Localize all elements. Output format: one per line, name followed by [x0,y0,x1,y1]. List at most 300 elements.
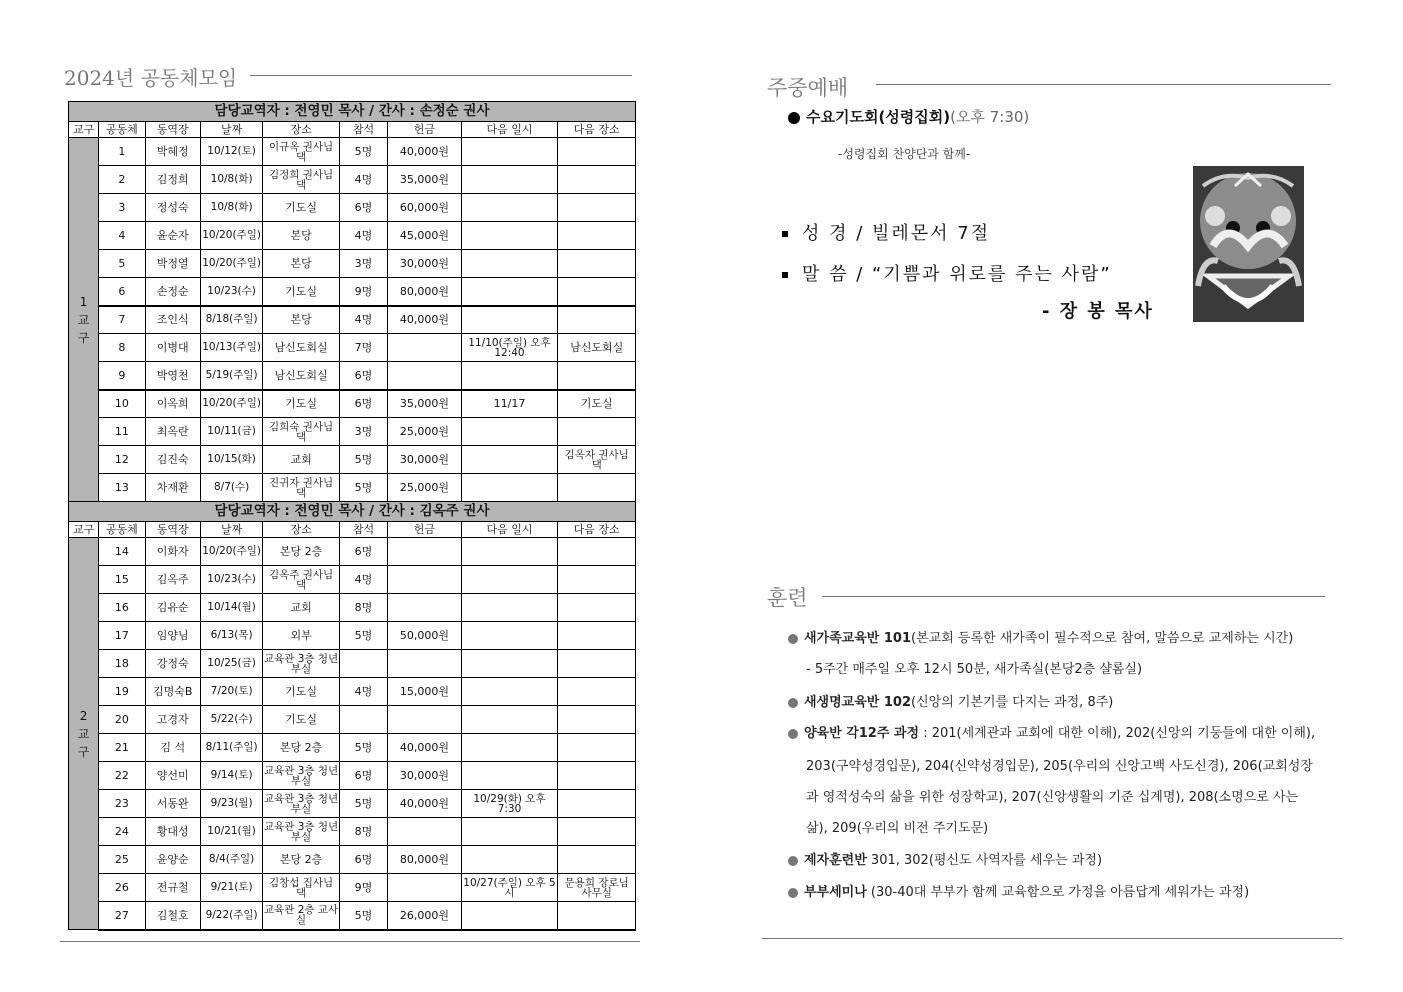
group-number [99,734,145,762]
training-item [788,696,1113,710]
table-row [69,566,636,594]
attendance [339,474,387,502]
leader-name-text: 이화자 [156,545,189,558]
next-time [461,762,558,790]
attendance [339,678,387,706]
next-place [558,846,636,874]
group-number-text: 21 [114,741,129,754]
meeting-place [263,446,340,474]
attendance [339,846,387,874]
group-number-text: 26 [114,881,129,894]
next-time [461,418,558,446]
attendance-text: 5명 [354,629,373,642]
leader-name [145,846,200,874]
group-number [99,194,145,222]
next-time [461,734,558,762]
leader-name [145,362,200,390]
offering-text: 35,000원 [399,397,449,411]
group-number-text: 24 [114,825,129,838]
training-desc: 203(구약성경입문), 204(신약성경입문), 205(우리의 신앙고백 사도신경), 206(교회성장 [806,759,1313,774]
meeting-date-text: 6/13(목) [210,629,253,641]
column-header: 동역장 [145,522,200,538]
offering [388,818,462,846]
attendance [339,194,387,222]
meeting-date [200,362,262,390]
leader-name-text: 김진숙 [156,453,189,466]
next-place [558,250,636,278]
meeting-place-text: 진귀자 권사님 댁 [268,476,334,499]
next-time [461,390,558,418]
district-label [69,138,99,502]
group-number-text: 5 [118,257,126,270]
meeting-date [200,306,262,334]
offering-text: 30,000원 [399,769,449,782]
meeting-place-text: 본당 [290,229,312,242]
left-section-title: 2024년 공동체모임 [64,66,238,90]
meeting-place [263,334,340,362]
meeting-place-text: 교회 [290,601,312,614]
offering-text: 40,000원 [399,741,449,754]
offering [388,678,462,706]
offering-text: 15,000원 [399,685,449,698]
meeting-place [263,538,340,566]
leader-name [145,874,200,902]
meeting-date-text: 10/15(화) [207,453,256,465]
leader-name-text: 정성숙 [156,201,189,214]
training-item [806,663,1142,677]
next-time [461,706,558,734]
next-time [461,194,558,222]
table-row [69,166,636,194]
meeting-place [263,846,340,874]
meeting-date [200,594,262,622]
offering [388,538,462,566]
group-number-text: 18 [114,657,129,670]
table-row [69,818,636,846]
group-number-text: 8 [118,341,126,354]
attendance-text: 6명 [354,545,373,558]
table-row [69,250,636,278]
next-place [558,418,636,446]
leader-name [145,166,200,194]
leader-name-text: 김유순 [156,601,189,614]
service-name: 수요기도회(성령집회) [806,108,951,126]
offering-text: 40,000원 [399,145,449,158]
attendance-text: 4명 [354,573,373,586]
group-number-text: 11 [114,425,129,438]
leader-name-text: 이옥희 [156,397,189,411]
next-time [461,874,558,902]
attendance-text: 6명 [354,368,373,382]
next-time [461,138,558,166]
meeting-date-text: 10/12(토) [207,145,256,157]
next-place-text: 남신도회실 [570,341,624,354]
meeting-place-text: 본당 [290,257,312,270]
table-row [69,846,636,874]
offering [388,446,462,474]
attendance-text: 3명 [354,257,373,270]
meeting-date-text: 9/14(토) [210,769,253,781]
meeting-date-text: 5/22(수) [210,713,253,725]
next-time [461,678,558,706]
attendance-text: 5명 [354,481,373,494]
training-desc: : 201(세계관과 교회에 대한 이해), 202(신앙의 기둥들에 대한 이해), [919,726,1316,741]
leader-name [145,194,200,222]
table-row [69,678,636,706]
leader-name [145,446,200,474]
offering [388,790,462,818]
training-item [788,632,1293,646]
training-desc: (30-40대 부부가 함께 교육함으로 가정을 아름답게 세워가는 과정) [866,885,1250,900]
offering [388,594,462,622]
offering [388,846,462,874]
meeting-date [200,790,262,818]
leader-name-text: 박영천 [156,368,189,382]
meeting-date-text: 10/20(주일) [202,397,261,410]
column-header: 공동체 [99,522,145,538]
training-desc: 삶), 209(우리의 비전 주기도문) [806,821,989,836]
table-row [69,650,636,678]
meeting-place [263,362,340,390]
worship-section-title: 주중예배 [767,76,849,100]
leader-name-text: 강정숙 [156,657,189,670]
meeting-date-text: 10/8(화) [210,173,253,185]
next-time [461,222,558,250]
training-title: 새가족교육반 101 [804,631,912,646]
meeting-date [200,566,262,594]
attendance-text: 3명 [354,425,373,438]
training-item [806,822,988,836]
meeting-date [200,818,262,846]
next-place [558,306,636,334]
bullet-icon [788,888,798,898]
training-desc: (본교회 등록한 새가족이 필수적으로 참여, 말씀으로 교제하는 시간) [911,631,1294,646]
meeting-place-text: 본당 [290,313,312,327]
group-number-text: 25 [114,853,129,866]
table-row [69,790,636,818]
meeting-place-text: 교육관 2층 교사실 [263,904,339,927]
leader-name-text: 김 석 [160,741,186,754]
next-place [558,222,636,250]
meeting-place-text: 본당 2층 [279,853,323,866]
column-header: 공동체 [99,122,145,138]
meeting-date-text: 10/14(월) [207,601,256,613]
next-place [558,762,636,790]
meeting-place [263,678,340,706]
leader-name-text: 박정열 [156,257,189,270]
offering [388,166,462,194]
training-title: 양육반 각12주 과정 [804,726,920,741]
attendance [339,222,387,250]
offering-text: 25,000원 [399,481,449,494]
attendance [339,446,387,474]
attendance-text: 4명 [354,313,373,327]
group-number [99,474,145,502]
column-header: 동역장 [145,122,200,138]
group-number [99,706,145,734]
meeting-place-text: 기도실 [285,201,318,214]
training-desc: - 5주간 매주일 오후 12시 50분, 새가족실(본당2층 샬롬실) [806,662,1143,677]
offering [388,650,462,678]
column-header-row [69,522,636,538]
table-row [69,594,636,622]
district-label-text: 1교구 [77,294,90,345]
leader-name [145,650,200,678]
offering-text: 25,000원 [399,425,449,438]
meeting-date-text: 10/8(화) [210,201,253,213]
next-place [558,538,636,566]
offering [388,194,462,222]
group-number-text: 13 [114,481,129,494]
next-time-text: 10/27(주일) 오후 5시 [463,876,556,899]
group-number [99,390,145,418]
training-item [806,791,1298,805]
group-number [99,446,145,474]
next-time [461,818,558,846]
meeting-date [200,278,262,306]
leader-name [145,222,200,250]
next-place [558,474,636,502]
meeting-place [263,390,340,418]
next-place [558,650,636,678]
table-row [69,902,636,930]
meeting-date-text: 10/13(주일) [202,341,261,353]
group-number [99,278,145,306]
group-header-row [69,502,636,522]
meeting-date [200,222,262,250]
service-time: (오후 7:30) [950,108,1030,126]
meeting-place-text: 교육관 3층 청년부실 [263,764,339,787]
group-number [99,874,145,902]
table-row [69,446,636,474]
training-section-title: 훈련 [767,586,808,610]
meeting-place [263,818,340,846]
meeting-date-text: 8/7(수) [213,481,250,493]
leader-name-text: 김명숙B [152,685,193,698]
meeting-place-text: 이규옥 권사님 댁 [268,140,334,163]
training-title: 새생명교육반 102 [804,695,912,710]
next-place [558,362,636,390]
next-place [558,446,636,474]
meeting-date [200,418,262,446]
meeting-place [263,902,340,930]
offering [388,762,462,790]
group-number-text: 19 [114,685,129,698]
attendance [339,818,387,846]
offering [388,874,462,902]
leader-name [145,818,200,846]
group-number-text: 4 [118,229,126,242]
group-number [99,250,145,278]
meeting-place [263,706,340,734]
meeting-date-text: 9/22(주일) [205,908,258,921]
meeting-date-text: 5/19(주일) [205,368,258,381]
meeting-place [263,874,340,902]
offering [388,902,462,930]
leader-name-text: 김철호 [156,908,189,922]
table-row [69,418,636,446]
offering [388,706,462,734]
meeting-date-text: 10/11(금) [207,425,256,437]
attendance [339,166,387,194]
meeting-place-text: 교회 [290,453,312,466]
attendance [339,594,387,622]
meeting-place [263,250,340,278]
group-number [99,594,145,622]
leader-name-text: 전규철 [156,881,189,894]
attendance [339,250,387,278]
meeting-date [200,902,262,930]
offering-text: 40,000원 [399,797,449,810]
offering [388,566,462,594]
group-number [99,166,145,194]
meeting-place [263,474,340,502]
attendance [339,306,387,334]
meeting-place-text: 기도실 [285,397,318,411]
left-bottom-rule [60,941,640,942]
column-header: 장소 [263,122,340,138]
group-number-text: 9 [118,368,126,382]
column-header: 날짜 [200,122,262,138]
attendance [339,734,387,762]
meeting-date [200,706,262,734]
attendance [339,278,387,306]
table-row [69,706,636,734]
attendance [339,138,387,166]
joyful-people-illustration [1193,166,1304,322]
meeting-date-text: 10/25(금) [207,657,256,669]
meeting-date-text: 9/21(토) [210,881,253,893]
right-bottom-rule [762,938,1343,939]
column-header: 다음 일시 [461,122,558,138]
table-row [69,222,636,250]
next-time [461,650,558,678]
bullet-icon [788,729,798,739]
meeting-place-text: 본당 2층 [279,545,323,558]
leader-name [145,138,200,166]
offering [388,138,462,166]
meeting-place [263,222,340,250]
table-row [69,362,636,390]
next-time [461,566,558,594]
group-number [99,306,145,334]
meeting-place-text: 교육관 3층 청년부실 [263,792,339,815]
offering-text: 26,000원 [399,908,449,922]
next-time [461,846,558,874]
group-header: 담당교역자 : 전영민 목사 / 간사 : 김옥주 권사 [69,502,636,522]
group-number-text: 20 [114,713,129,726]
group-number [99,762,145,790]
group-number-text: 17 [114,629,129,642]
meeting-place-text: 기도실 [285,713,318,726]
district-label [69,538,99,930]
sermon-text: 말 씀 / “기쁨과 위로를 주는 사람” [802,264,1112,285]
attendance-text: 4명 [354,685,373,698]
offering [388,306,462,334]
offering-text: 35,000원 [399,173,449,186]
table-row [69,474,636,502]
attendance-text: 6명 [354,769,373,782]
meeting-date [200,334,262,362]
next-place [558,194,636,222]
group-number [99,362,145,390]
leader-name-text: 차재환 [156,481,189,494]
sermon-line [782,260,1112,286]
next-time [461,362,558,390]
leader-name-text: 최옥란 [156,425,189,438]
group-number [99,138,145,166]
table-row [69,734,636,762]
next-place [558,166,636,194]
column-header: 헌금 [388,122,462,138]
attendance [339,790,387,818]
leader-name [145,566,200,594]
bullet-icon [788,698,798,708]
group-number [99,622,145,650]
leader-name-text: 조인식 [156,313,189,327]
scripture-line [782,219,990,245]
meeting-place [263,418,340,446]
next-place [558,790,636,818]
attendance-text: 9명 [354,284,373,298]
table-row [69,622,636,650]
attendance [339,418,387,446]
training-title: 제자훈련반 [804,853,867,868]
meeting-date [200,474,262,502]
leader-name [145,474,200,502]
attendance [339,902,387,930]
next-time [461,538,558,566]
meeting-place [263,762,340,790]
offering-text: 80,000원 [399,853,449,866]
leader-name [145,706,200,734]
next-time [461,166,558,194]
attendance-text: 5명 [354,797,373,810]
leader-name [145,762,200,790]
offering-text: 40,000원 [399,313,449,327]
group-number-text: 12 [114,453,129,466]
next-place [558,678,636,706]
meeting-place [263,278,340,306]
table-row [69,334,636,362]
meeting-place-text: 기도실 [285,685,318,698]
bullet-icon [788,634,798,644]
next-place-text: 김옥자 권사님 댁 [564,448,629,471]
attendance [339,538,387,566]
offering-text: 60,000원 [399,201,449,214]
bullet-icon [788,112,800,124]
meeting-place-text: 외부 [290,629,312,642]
column-header: 다음 일시 [461,522,558,538]
bullet-icon [788,856,798,866]
meeting-date [200,678,262,706]
attendance [339,390,387,418]
leader-name-text: 임양님 [156,629,189,642]
attendance-text: 6명 [354,201,373,214]
meeting-place-text: 김옥주 권사님 댁 [268,568,334,591]
group-number [99,334,145,362]
meeting-place-text: 남신도회실 [274,341,328,354]
meeting-place [263,166,340,194]
meeting-place-text: 교육관 3층 청년부실 [263,820,339,843]
next-time [461,622,558,650]
next-place [558,138,636,166]
meeting-place-text: 김희숙 권사님 댁 [268,420,334,443]
table-row [69,874,636,902]
square-bullet-icon [782,272,788,278]
group-number-text: 23 [114,797,129,810]
column-header: 참석 [339,522,387,538]
